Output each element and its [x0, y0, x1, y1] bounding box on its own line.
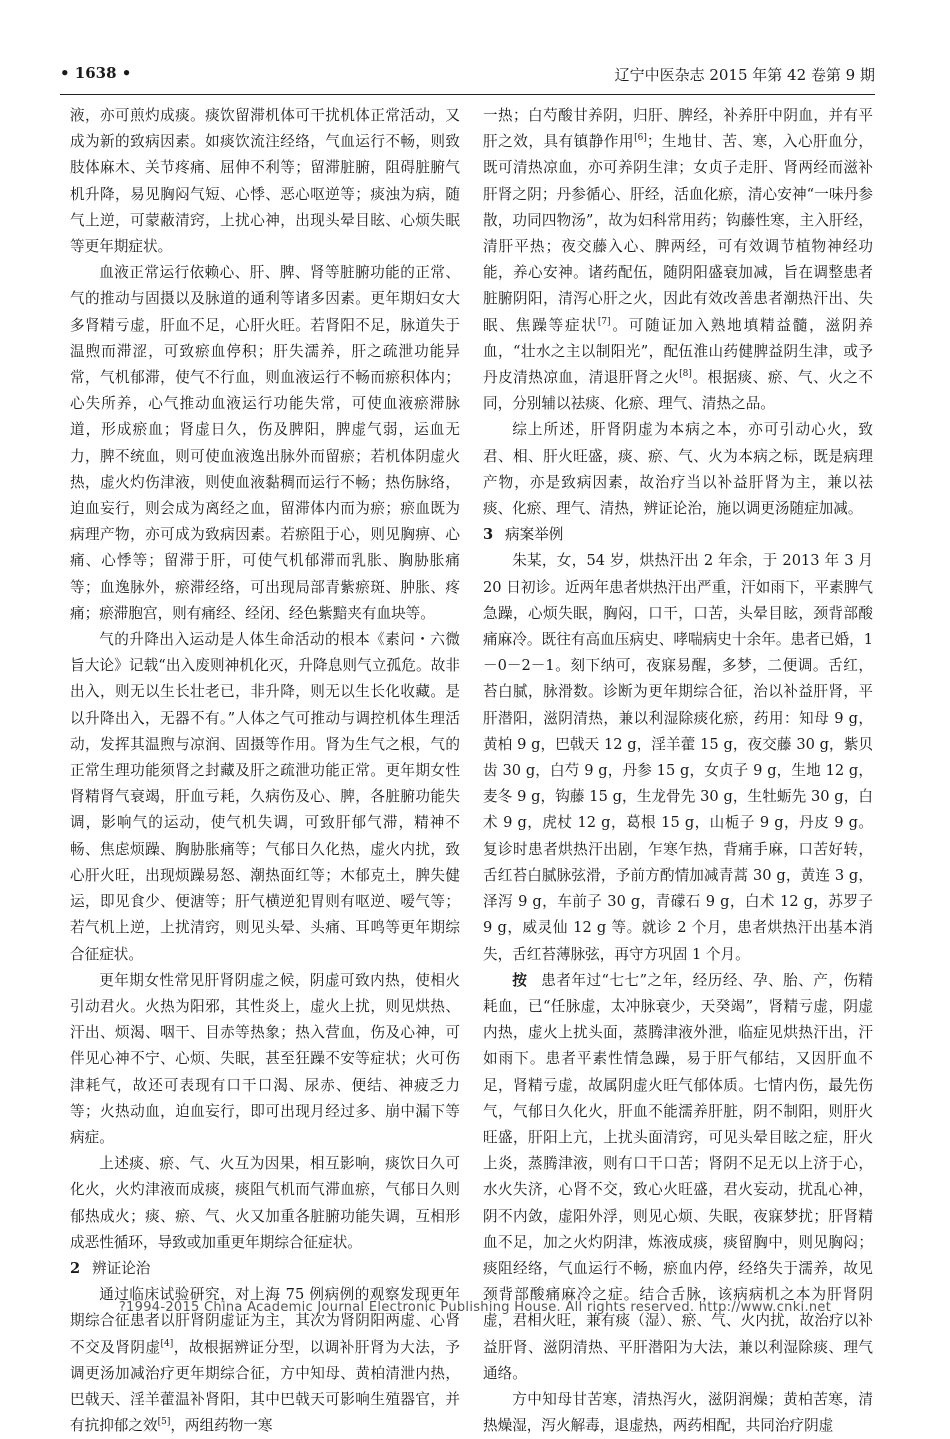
citation-ref[interactable]: [5]: [157, 1417, 171, 1428]
section-heading-2: [70, 1256, 460, 1282]
paragraph: 液，亦可煎灼成痰。痰饮留滞机体可干扰机体正常活动，又成为新的致病因素。如痰饮流注经络，气血运行不畅，则致肢体麻木、关节疼痛、屈伸不利等；留滞脏腑，阻碍脏腑气机升降，易见胸闷气短、心悸、恶心呕逆等；痰浊为病，随气上逆，可蒙蔽清窍，上扰心神，出现头晕目眩、心烦失眠等更年期症状。: [70, 107, 460, 256]
copyright-footer: ?1994-2015 China Academic Journal Electronic Publishing House. All rights reserved. http://www.cnki.net: [118, 1300, 832, 1315]
citation-ref[interactable]: [6]: [634, 133, 647, 144]
citation-ref[interactable]: [4]: [160, 1338, 174, 1349]
text-run: ，两组药物一寒: [170, 1417, 273, 1435]
left-column: [70, 103, 460, 1439]
journal-title: 辽宁中医杂志 2015 年第 42 卷第 9 期: [614, 66, 875, 84]
paragraph: 血液正常运行依赖心、肝、脾、肾等脏腑功能的正常、气的推动与固摄以及脉道的通利等诸多因素。更年期妇女大多肾精亏虚，肝血不足，心肝火旺。若肾阳不足，脉道失于温煦而滞涩，可致瘀血停积；肝失濡养，肝之疏泄功能异常，气机郁滞，使气不行血，则血液运行不畅而瘀积体内；心失所养，心气推动血液运行功能失常，可使血液瘀滞脉道，形成瘀血；肾虚日久，伤及脾阳，脾虚气弱，运血无力，脾不统血，则可使血液逸出脉外而留瘀；若机体阴虚火热，虚火灼伤津液，则使血液黏稠而运行不畅；热伤脉络，迫血妄行，则会成为离经之血，留滞体内而为瘀；瘀血既为病理产物，亦可成为致病因素。若瘀阻于心，则见胸痹、心痛、心悸等；留滞于肝，可使气机郁滞而乳胀、胸胁胀痛等；血逸脉外，瘀滞经络，可出现局部青紫瘀斑、肿胀、疼痛；瘀滞胞宫，则有痛经、经闭、经色紫黯夹有血块等。: [70, 264, 460, 622]
text-run: ，故根据辨证分型，以调补肝肾为大法，予调更汤加减治疗更年期综合征，方中知母、黄柏清泄内热，巴戟天、淫羊藿温补肾阳，其中巴戟天可影响生殖器官，并有抗抑郁之效: [70, 1338, 460, 1435]
section-title: 病案举例: [505, 526, 564, 544]
right-column: [483, 103, 873, 1439]
text-run: 一热；白芍酸甘养阴，归肝、脾经，补养肝中阴血，并有平肝之效，具有镇静作用: [483, 107, 873, 151]
citation-ref[interactable]: [8]: [679, 369, 692, 380]
paragraph: 上述痰、瘀、气、火互为因果，相互影响，痰饮日久可化火，火灼津液而成痰，痰阻气机而气滞血瘀，气郁日久则郁热成火；痰、瘀、气、火又加重各脏腑功能失调，互相形成恶性循环，导致或加重更年期综合征症状。: [70, 1155, 460, 1251]
header-rule: [60, 94, 875, 95]
text-run: 通过临床试验研究，对上海 75 例病例的观察发现更年期综合征患者以肝肾阴虚证为主，其次为肾阴阳两虚、心肾不交及肾阴虚: [70, 1286, 460, 1356]
paragraph: 更年期女性常见肝肾阴虚之候，阴虚可致内热，使相火引动君火。火热为阳邪，其性炎上，虚火上扰，则见烘热、汗出、烦渴、咽干、目赤等热象；热入营血，伤及心神，可伴见心神不宁、心烦、失眠，甚至狂躁不安等症状；火可伤津耗气，故还可表现有口干口渴、尿赤、便结、神疲乏力等；火热动血，迫血妄行，即可出现月经过多、崩中漏下等病症。: [70, 971, 460, 1146]
section-number: 2: [70, 1259, 81, 1277]
section-heading-3: [483, 522, 873, 548]
page-number: • 1638 •: [60, 64, 132, 82]
commentary-label: 按: [512, 971, 528, 989]
paragraph: 气的升降出入运动是人体生命活动的根本《素问・六微旨大论》记载“出入废则神机化灭，升降息则气立孤危。故非出入，则无以生长壮老已，非升降，则无以生长化收藏。是以升降出入，无器不有。”人体之气可推动与调控机体生理活动，发挥其温煦与凉润、固摄等作用。肾为生气之根，气的正常生理功能须肾之封藏及肝之疏泄功能正常。更年期女性肾精肾气衰竭，肝血亏耗，久病伤及心、脾，各脏腑功能失调，影响气的运动，使气机失调，可致肝郁气滞，精神不畅、焦虑烦躁、胸胁胀痛等；气郁日久化热，虚火内扰，致心肝火旺，出现烦躁易怒、潮热面红等；木郁克土，脾失健运，即见食少、便溏等；肝气横逆犯胃则有呕逆、嗳气等；若气机上逆，上扰清窍，则见头晕、头痛、耳鸣等更年期综合征症状。: [70, 631, 460, 963]
paragraph: 方中知母甘苦寒，清热泻火，滋阴润燥；黄柏苦寒，清热燥湿，泻火解毒，退虚热，两药相配，共同治疗阴虚: [483, 1390, 873, 1435]
paragraph: [483, 103, 873, 417]
text-run: 。根据痰、瘀、气、火之不同，分别辅以祛痰、化瘀、理气、清热之品。: [483, 369, 873, 413]
text-run: 。可随证加入熟地填精益髓，滋阴养血，“壮水之主以制阳光”，配伍淮山药健脾益阴生津，或予丹皮清热凉血，清退肝肾之火: [483, 316, 873, 387]
section-number: 3: [483, 526, 494, 544]
text-run: 患者年过“七七”之年，经历经、孕、胎、产，伤精耗血，已“任脉虚，太冲脉衰少，天癸竭”，肾精亏虚，阴虚内热，虚火上扰头面，蒸腾津液外泄，临症见烘热汗出，汗如雨下。患者平素性情急躁，易于肝气郁结，又因肝血不足，肾精亏虚，故属阴虚火旺气郁体质。七情内伤，最先伤气，气郁日久化火，肝血不能濡养肝脏，阴不制阳，则肝火旺盛，肝阳上亢，上扰头面清窍，可见头晕目眩之症，肝火上炎，蒸腾津液，则有口干口苦；肾阴不足无以上济于心，水火失济，心肾不交，致心火旺盛，君火妄动，扰乱心神，阴不内敛，虚阳外浮，则见心烦、失眠，夜寐梦扰；肝肾精血不足，加之火灼阴津，炼液成痰，痰留胸中，则见胸闷；痰阻经络，气血运行不畅，瘀血内停，经络失于濡养，故见颈背部酸痛麻冷之症。结合舌脉，该病病机之本为肝肾阴虚，君相火旺，兼有痰（湿）、瘀、气、火内扰，故治疗以补益肝肾、滋阴清热、平肝潜阳为大法，兼以利湿除痰、理气通络。: [483, 971, 873, 1382]
section-title: 辨证论治: [92, 1259, 151, 1277]
paragraph: 综上所述，肝肾阴虚为本病之本，亦可引动心火，致君、相、肝火旺盛，痰、瘀、气、火为本病之标，既是病理产物，亦是致病因素，故治疗当以补益肝肾为主，兼以祛痰、化瘀、理气、清热，辨证论治，施以调更汤随症加减。: [483, 421, 873, 518]
citation-ref[interactable]: [7]: [597, 316, 611, 327]
text-run: ；生地甘、苦、寒，入心肝血分，既可清热凉血，亦可养阴生津；女贞子走肝、肾两经而滋补肝肾之阴；丹参循心、肝经，活血化瘀，清心安神“一味丹参散，功同四物汤”，故为妇科常用药；钩藤性寒，主入肝经，清肝平热；夜交藤入心、脾两经，可有效调节植物神经功能，养心安神。诸药配伍，随阴阳盛衰加减，旨在调整患者脏腑阴阳，清泻心肝之火，因此有效改善患者潮热汗出、失眠、焦躁等症状: [483, 133, 873, 334]
paragraph: 朱某，女，54 岁，烘热汗出 2 年余，于 2013 年 3 月 20 日初诊。近两年患者烘热汗出严重，汗如雨下，平素脾气急躁，心烦失眠，胸闷，口干，口苦，头晕目眩，颈背部酸痛麻冷。既往有高血压病史、哮喘病史十余年。患者已婚，1－0－2－1。刻下纳可，夜寐易醒，多梦，二便调。舌红，苔白腻，脉滑数。诊断为更年期综合征，治以补益肝肾，平肝潜阳，滋阴清热，兼以利湿除痰化瘀，药用：知母 9 g，黄柏 9 g，巴戟天 12 g，淫羊藿 15 g，夜交藤 30 g，紫贝齿 30 g，白芍 9 g，丹参 15 g，女贞子 9 g，生地 12 g，麦冬 9 g，钩藤 15 g，生龙骨先 30 g，生牡蛎先 30 g，白术 9 g，虎杖 12 g，葛根 15 g，山栀子 9 g，丹皮 9 g。复诊时患者烘热汗出剧，乍寒乍热，背痛手麻，口苦好转，舌红苔白腻脉弦滑，予前方酌情加减青蒿 30 g，黄连 3 g，泽泻 9 g，车前子 30 g，青礞石 9 g，白术 12 g，苏罗子 9 g，威灵仙 12 g 等。就诊 2 个月，患者烘热汗出基本消失，舌红苔薄脉弦，再守方巩固 1 个月。: [483, 552, 873, 963]
paragraph: [483, 968, 873, 1387]
page-header: [0, 0, 950, 100]
